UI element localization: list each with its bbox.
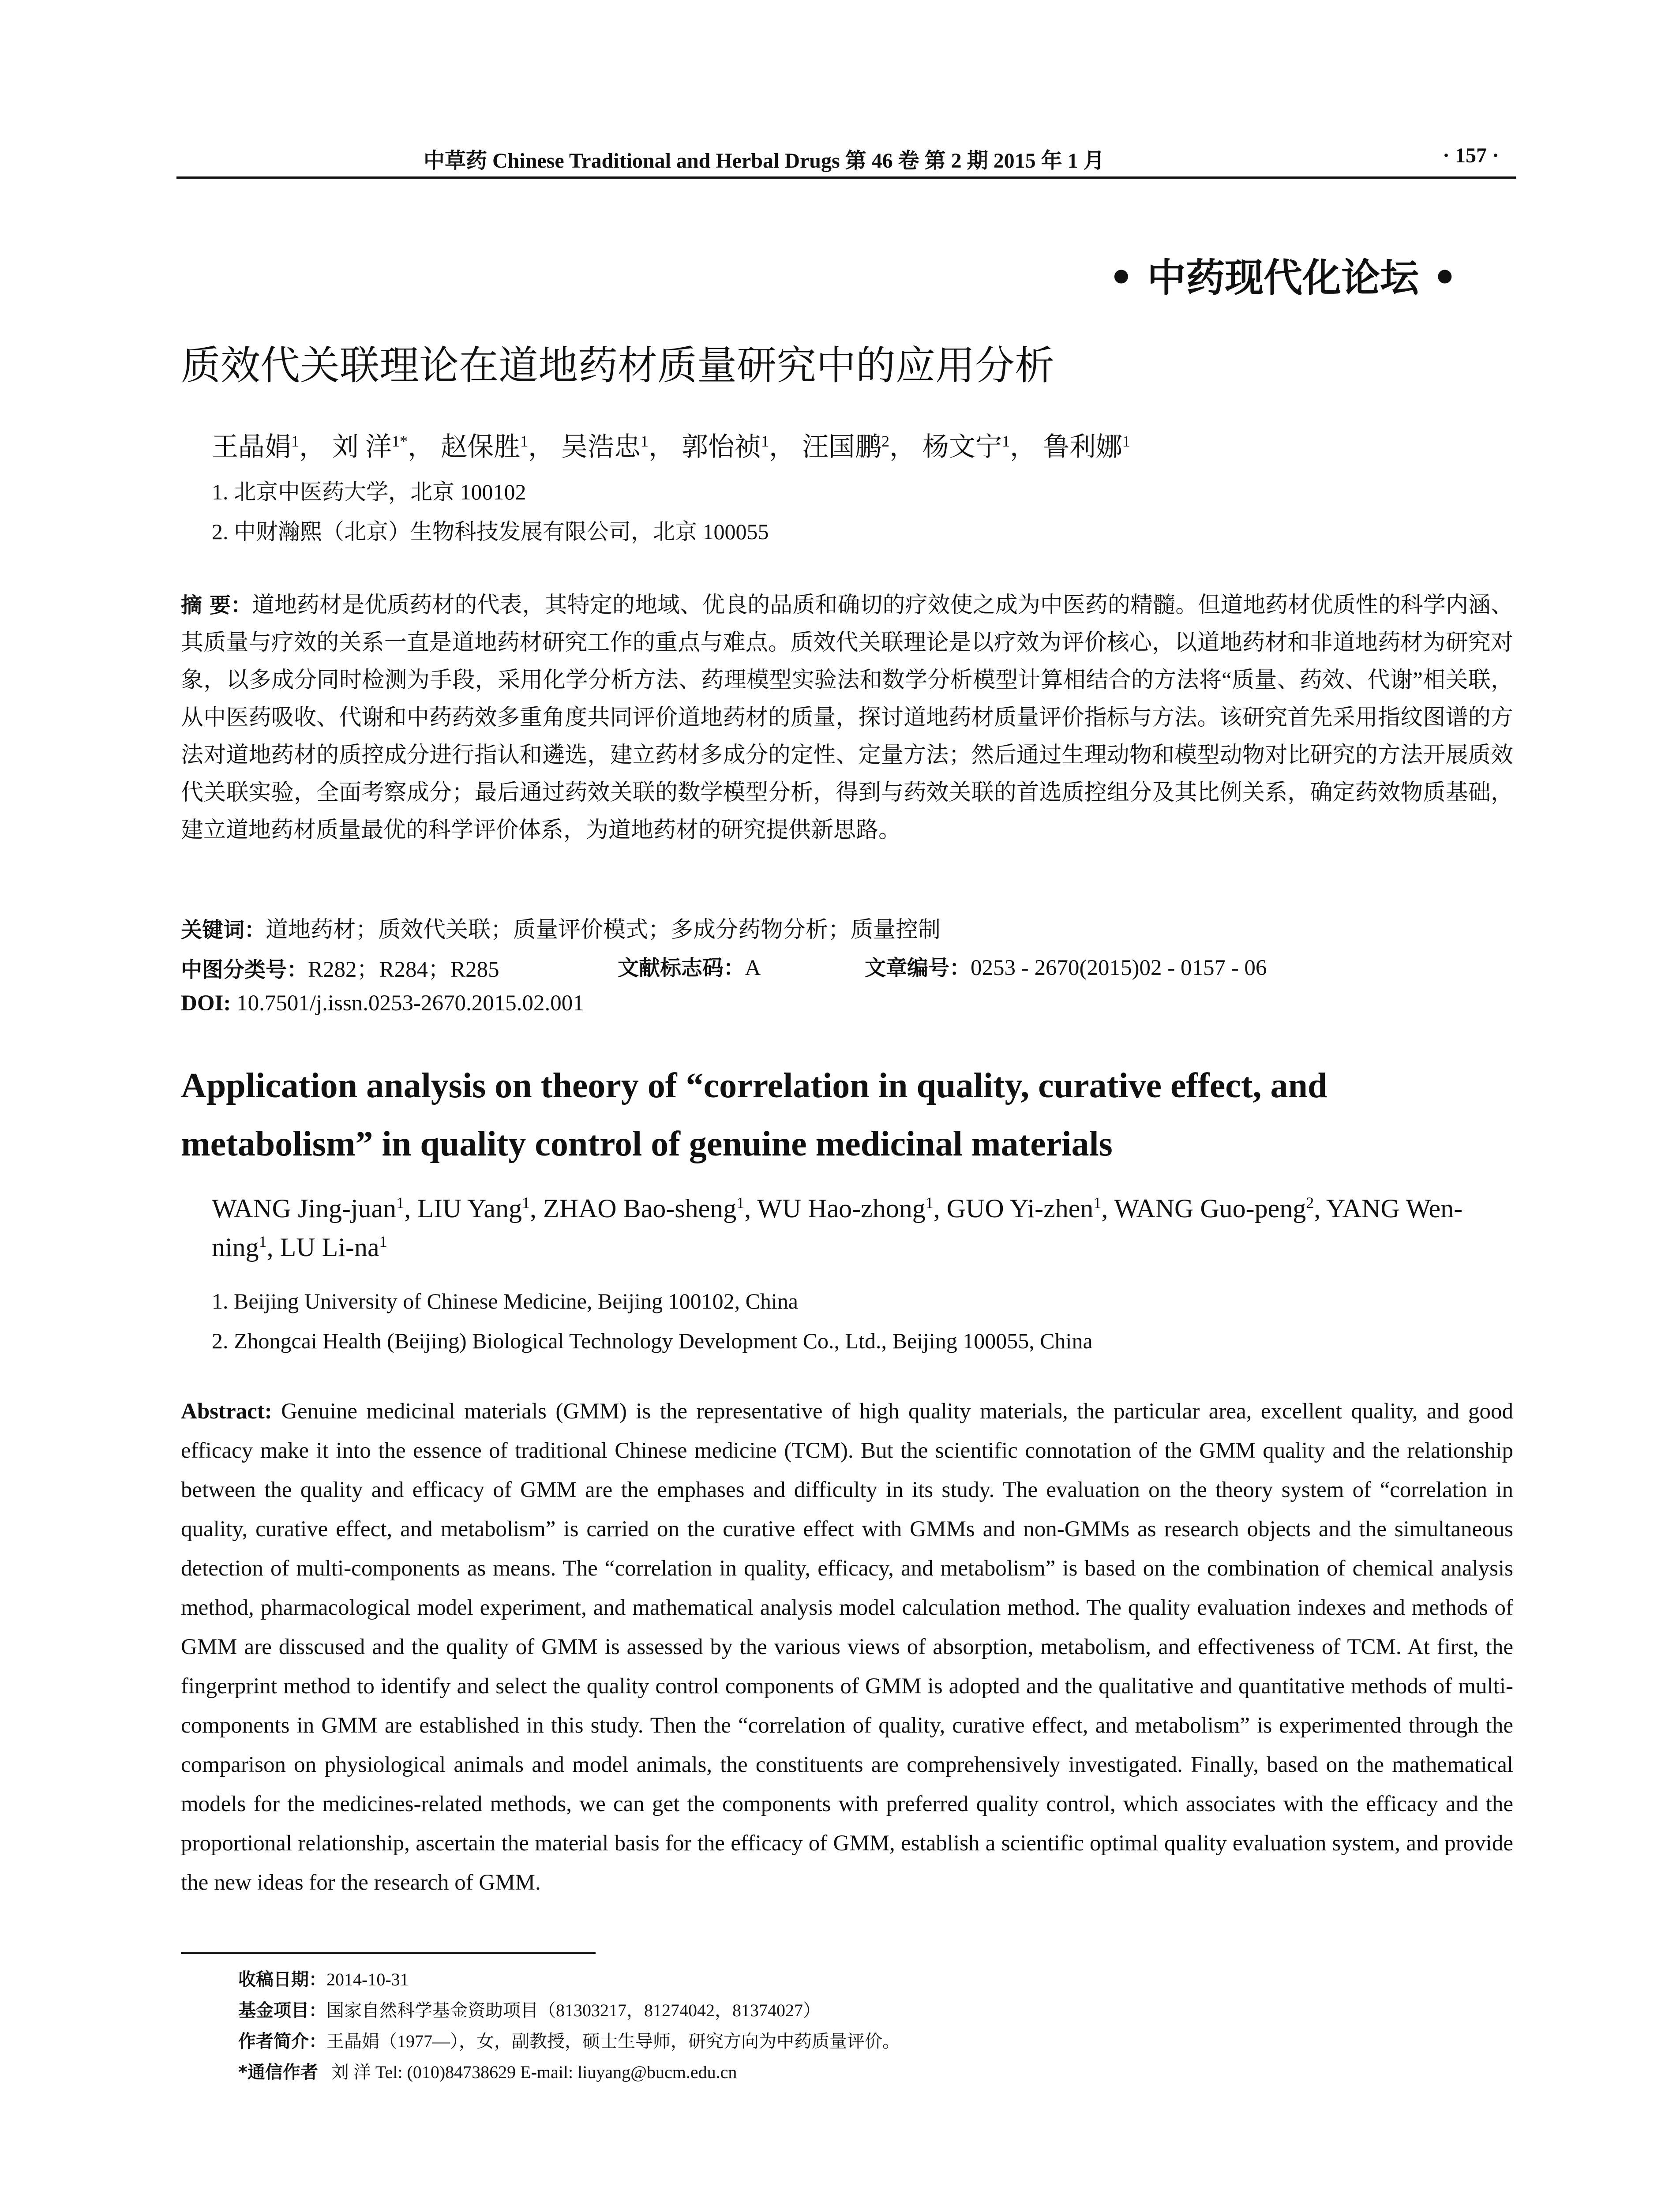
footnote-rule <box>181 1952 596 1954</box>
footnote-author-bio <box>238 2027 900 2052</box>
cn-abstract <box>181 587 1513 849</box>
en-abstract <box>181 1392 1513 1902</box>
author-affiliation-mark: 1 <box>1093 1194 1102 1212</box>
en-abstract-text: Genuine medicinal materials (GMM) is the representative of high quality materials, the particular area, excellent quality, and good efficacy make it into the essence of traditional Chinese medicine (TCM). But the scientific connotation of the GMM quality and the relationship between the quality and efficacy of GMM are the emphases and difficulty in its study. The evaluation on the theory system of “correlation in quality, curative effect, and metabolism” is carried on the curative effect with GMMs and non-GMMs as research objects and the simultaneous detection of multi-components as means. The “correlation in quality, efficacy, and metabolism” is based on the combination of chemical analysis method, pharmacological model experiment, and mathematical analysis model calculation method. The quality evaluation indexes and methods of GMM are disscused and the quality of GMM is assessed by the various views of absorption, metabolism, and effectiveness of TCM. At first, the fingerprint method to identify and select the quality control components of GMM is adopted and the qualitative and quantitative methods of multi-components in GMM are established in this study. Then the “correlation of quality, curative effect, and metabolism” is experimented through the comparison on physiological animals and model animals, the constituents are comprehensively investigated. Finally, based on the mathematical models for the medicines-related methods, we can get the components with preferred quality control, which associates with the efficacy and the proportional relationship, ascertain the material basis for the efficacy of GMM, establish a scientific optimal quality evaluation system, and provide the new ideas for the research of GMM. <box>181 1399 1513 1895</box>
author-name: 赵保胜 <box>441 432 520 461</box>
cn-affiliation-2: 2. 中财瀚熙（北京）生物科技发展有限公司，北京 100055 <box>212 519 769 544</box>
footnote-received <box>238 1966 409 1991</box>
author-affiliation-mark: 1 <box>1002 432 1010 450</box>
author-affiliation-mark: 1 <box>259 1233 267 1250</box>
author-bio-value: 王晶娟（1977—），女，副教授，硕士生导师，研究方向为中药质量评价。 <box>326 2031 900 2051</box>
en-abstract-label: Abstract: <box>181 1399 272 1424</box>
corresponding-label: *通信作者 <box>238 2062 318 2082</box>
cn-affiliation-1: 1. 北京中医药大学，北京 100102 <box>212 480 526 504</box>
author-bio-label: 作者简介： <box>238 2031 326 2052</box>
author-affiliation-mark: 1* <box>392 432 408 450</box>
footnote-corresponding <box>238 2058 737 2083</box>
author-affiliation-mark: 1 <box>520 432 528 450</box>
article-number-line <box>865 951 1267 981</box>
doc-code-line <box>618 951 761 981</box>
author-affiliation-mark: 1 <box>925 1194 934 1212</box>
author-name: LIU Yang <box>417 1194 522 1223</box>
author-name: GUO Yi-zhen <box>946 1194 1094 1223</box>
doc-code-value: A <box>745 956 761 980</box>
en-article-title: Application analysis on theory of “correlation in quality, curative effect, and metabolism” in quality control of genuine medicinal materials <box>181 1066 1328 1163</box>
en-affiliation-2: 2. Zhongcai Health (Beijing) Biological Technology Development Co., Ltd., Beijing 100055, China <box>212 1328 1093 1353</box>
author-affiliation-mark: 1 <box>521 1194 530 1212</box>
author-name: WANG Guo-peng <box>1114 1194 1306 1223</box>
author-affiliation-mark: 1 <box>396 1194 405 1212</box>
author-affiliation-mark: 1 <box>761 432 769 450</box>
running-header-journal: 中草药 Chinese Traditional and Herbal Drugs 第 46 卷 第 2 期 2015 年 1 月 <box>424 149 1105 173</box>
author-affiliation-mark: 1 <box>291 432 299 450</box>
cn-abstract-label: 摘 要： <box>181 593 252 618</box>
author-affiliation-mark: 2 <box>881 432 889 450</box>
author-name: 汪国鹏 <box>802 432 881 461</box>
en-affiliation-1: 1. Beijing University of Chinese Medicine, Beijing 100102, China <box>212 1289 799 1313</box>
fund-value: 国家自然科学基金资助项目（81303217，81274042，81374027） <box>326 2000 821 2020</box>
author-affiliation-mark: 1 <box>641 432 649 450</box>
page-number: · 157 · <box>1442 144 1499 167</box>
article-number-label: 文章编号： <box>865 956 971 980</box>
doc-code-label: 文献标志码： <box>618 956 745 980</box>
author-affiliation-mark: 1 <box>736 1194 745 1212</box>
doi-label: DOI: <box>181 991 231 1016</box>
author-name: 杨文宁 <box>922 432 1002 461</box>
keywords-line <box>181 911 941 944</box>
keywords-text: 道地药材；质效代关联；质量评价模式；多成分药物分析；质量控制 <box>266 918 941 942</box>
author-name: WU Hao-zhong <box>757 1194 926 1223</box>
author-name: LU Li-na <box>280 1233 379 1262</box>
received-label: 收稿日期： <box>238 1970 326 1990</box>
author-affiliation-mark: 1 <box>1122 432 1130 450</box>
author-name: YANG Wen-ning <box>212 1194 1463 1262</box>
author-name: 吴浩忠 <box>561 432 641 461</box>
cn-abstract-text: 道地药材是优质药材的代表，其特定的地域、优良的品质和确切的疗效使之成为中医药的精髓。但道地药材优质性的科学内涵、其质量与疗效的关系一直是道地药材研究工作的重点与难点。质效代关联理论是以疗效为评价核心，以道地药材和非道地药材为研究对象，以多成分同时检测为手段，采用化学分析方法、药理模型实验法和数学分析模型计算相结合的方法将“质量、药效、代谢”相关联，从中医药吸收、代谢和中药药效多重角度共同评价道地药材的质量，探讨道地药材质量评价指标与方法。该研究首先采用指纹图谱的方法对道地药材的质控成分进行指认和遴选，建立药材多成分的定性、定量方法；然后通过生理动物和模型动物对比研究的方法开展质效代关联实验，全面考察成分；最后通过药效关联的数学模型分析，得到与药效关联的首选质控组分及其比例关系，确定药效物质基础，建立道地药材质量最优的科学评价体系，为道地药材的研究提供新思路。 <box>181 593 1513 843</box>
cn-article-title: 质效代关联理论在道地药材质量研究中的应用分析 <box>181 342 1054 389</box>
author-name: WANG Jing-juan <box>212 1194 397 1223</box>
author-name: 郭怡祯 <box>682 432 761 461</box>
author-name: 鲁利娜 <box>1043 432 1122 461</box>
author-affiliation-mark: 2 <box>1306 1194 1314 1212</box>
author-name: 刘 洋 <box>332 432 392 461</box>
header-rule <box>176 176 1516 179</box>
en-author-list: WANG Jing-juan$^1$, LIU Yang$^1$, ZHAO Bao-sheng$^1$, WU Hao-zhong$^1$, GUO Yi-zhen$^1$, WANG Guo-peng$^2$, YANG Wen-ning$^1$, LU $Li-na^1$ <box>212 1194 1463 1262</box>
clc-value: R282；R284；R285 <box>308 957 499 982</box>
clc-label: 中图分类号： <box>181 957 308 982</box>
footnote-fund <box>238 1996 821 2022</box>
doi-value[interactable]: 10.7501/j.issn.0253-2670.2015.02.001 <box>236 991 584 1016</box>
author-name: ZHAO Bao-sheng <box>543 1194 737 1223</box>
fund-label: 基金项目： <box>238 2000 326 2021</box>
column-title: • 中药现代化论坛 • <box>1109 255 1457 300</box>
keywords-label: 关键词： <box>181 918 266 942</box>
corresponding-value: 刘 洋 Tel: (010)84738629 E-mail: liuyang@bucm.edu.cn <box>331 2062 737 2082</box>
doi-line <box>181 990 584 1016</box>
article-number-value: 0253 - 2670(2015)02 - 0157 - 06 <box>971 956 1267 980</box>
author-affiliation-mark: 1 <box>379 1233 387 1250</box>
classification-line <box>181 951 499 983</box>
received-value: 2014-10-31 <box>326 1970 409 1989</box>
author-name: 王晶娟 <box>212 432 291 461</box>
cn-author-list: 王晶娟$^1$， 刘 洋$^{1*}$， 赵保胜$^1$， 吴浩忠$^1$， 郭怡祯$^1$， 汪国鹏$^2$， 杨文宁$^1$， 鲁利娜$^1$ <box>212 432 1130 461</box>
